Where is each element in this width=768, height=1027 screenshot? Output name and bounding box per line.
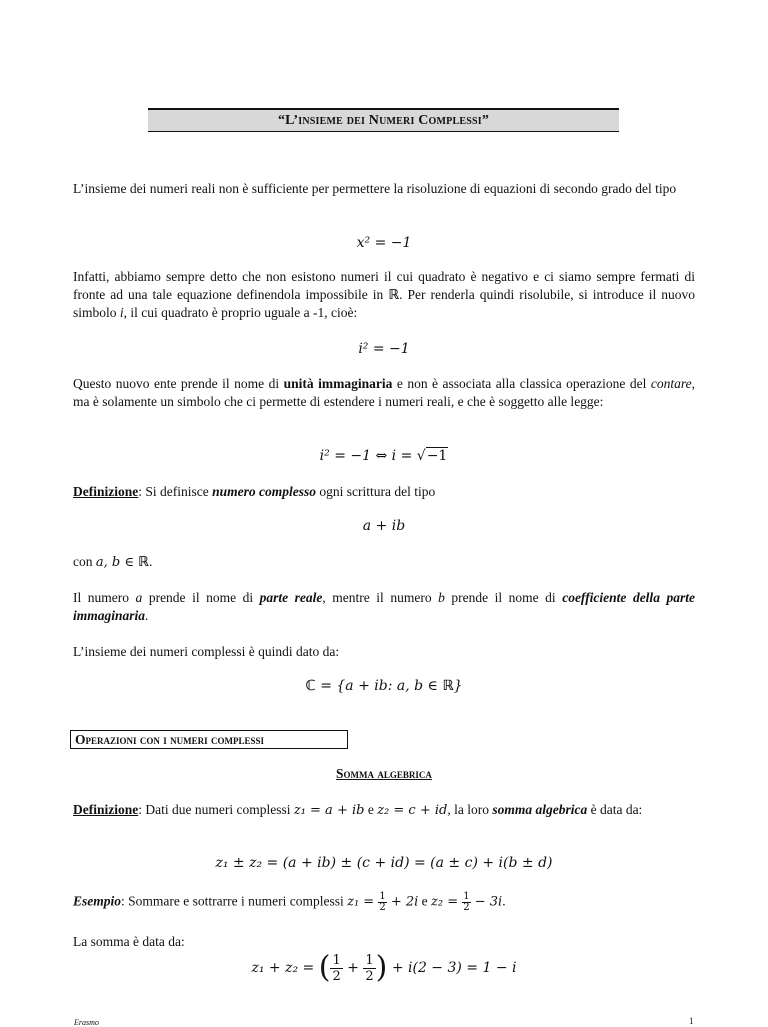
equation-imaginary-unit: i² = −1 ⇔ i = √−1	[319, 448, 448, 464]
equation-x-squared: x² = −1	[356, 235, 412, 251]
intro-paragraph: L’insieme dei numeri reali non è sufficiente per permettere la risoluzione di equazioni di secondo grado del tipo	[73, 181, 677, 196]
equation-example-sum: z₁ + z₂ = ( $\frac{1}{2}$ + $\frac{1}{2}$ ) + i(2 − 3) = 1 − i	[251, 950, 517, 985]
page-title: “L’insieme dei Numeri Complessi”	[148, 108, 619, 132]
equation-i-squared: i² = −1	[358, 341, 410, 357]
explanation-paragraph: Infatti, abbiamo sempre detto che non esistono numeri il cui quadrato è negativo e ci siamo sempre fermati di fronte ad una tale equazione definendola impossibile in ℝ. Per renderla quindi risolubile, si introduce il nuovo simbolo i, il cui quadrato è proprio uguale a -1, cioè:	[73, 269, 695, 320]
reals-condition: con a, b ∈ ℝ.	[73, 554, 153, 570]
footer-author: Erasmo	[74, 1018, 99, 1027]
complex-set-text: L’insieme dei numeri complessi è quindi dato da:	[73, 644, 340, 659]
subsection-heading-sum: Somma algebrica	[336, 766, 432, 781]
equation-complex-set: ℂ = {a + ib: a, b ∈ ℝ}	[305, 678, 463, 694]
equation-algebraic-sum: z₁ ± z₂ = (a + ib) ± (c + id) = (a ± c) + i(b ± d)	[215, 855, 553, 871]
real-imaginary-part-paragraph: Il numero a prende il nome di parte reale, mentre il numero b prende il nome di coefficiente della parte immaginaria.	[73, 590, 695, 623]
sum-text: La somma è data da:	[73, 934, 185, 949]
definition-complex-number: Definizione: Si definisce numero complesso ogni scrittura del tipo	[73, 484, 436, 499]
definition-algebraic-sum: Definizione: Dati due numeri complessi z₁ = a + ib e z₂ = c + id, la loro somma algebrica è data da:	[73, 802, 643, 818]
imaginary-unit-paragraph: Questo nuovo ente prende il nome di unità immaginaria e non è associata alla classica operazione del contare, ma è solamente un simbolo che ci permette di estendere i numeri reali, e che è soggetto alle legge:	[73, 376, 695, 409]
equation-a-plus-ib: a + ib	[362, 518, 406, 534]
example-paragraph: Esempio: Sommare e sottrarre i numeri complessi z₁ = $\frac{1}{2}$ + 2i e z₂ = $\frac{1}{2}$ − 3i.	[73, 891, 506, 913]
page-number: 1	[689, 1016, 694, 1026]
section-heading-operations: Operazioni con i numeri complessi	[70, 730, 348, 749]
